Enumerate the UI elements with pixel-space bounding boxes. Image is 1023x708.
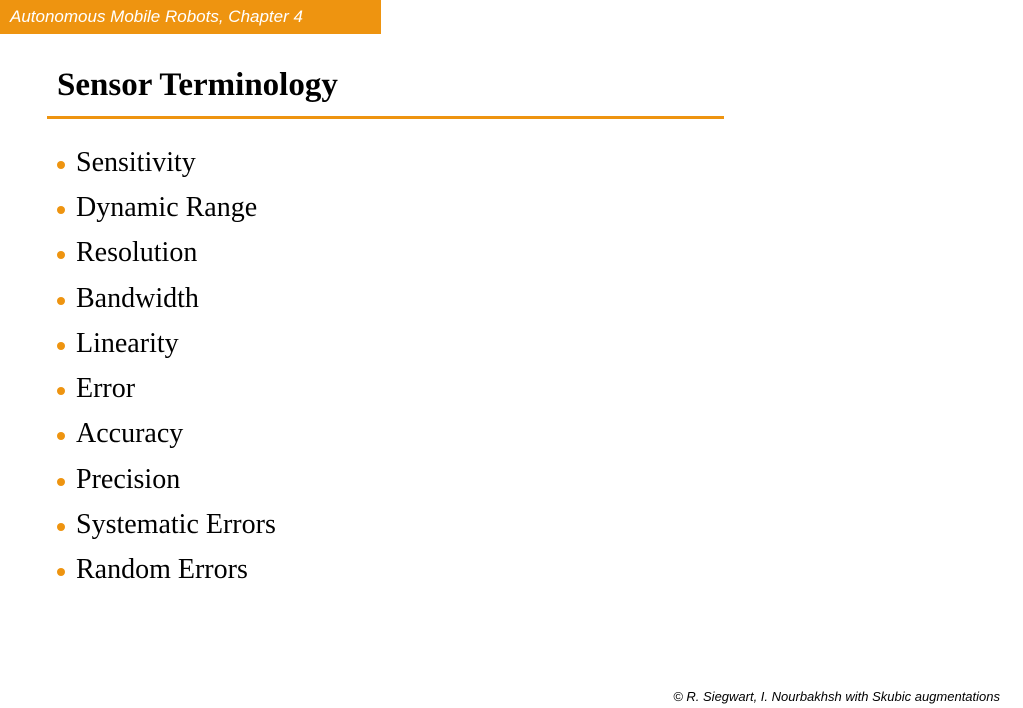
bullet-dot-icon — [57, 478, 65, 486]
bullet-item-precision — [57, 457, 276, 502]
bullet-dot-icon — [57, 568, 65, 576]
title-underline — [47, 116, 724, 119]
bullet-item-linearity — [57, 321, 276, 366]
bullet-label: Dynamic Range — [76, 191, 258, 223]
bullet-dot-icon — [57, 523, 65, 531]
bullet-item-bandwidth — [57, 276, 276, 321]
bullet-dot-icon — [57, 297, 65, 305]
bullet-item-sensitivity — [57, 140, 276, 185]
bullet-label: Linearity — [76, 327, 179, 359]
chapter-header — [0, 0, 381, 34]
bullet-label: Accuracy — [76, 418, 184, 450]
bullet-dot-icon — [57, 432, 65, 440]
slide-title: Sensor Terminology — [57, 67, 338, 103]
bullet-label: Random Errors — [76, 554, 248, 586]
bullet-label: Error — [76, 373, 136, 405]
bullet-item-resolution — [57, 231, 276, 276]
bullet-label: Resolution — [76, 237, 198, 269]
bullet-label: Sensitivity — [76, 146, 196, 178]
bullet-item-random-errors — [57, 548, 276, 593]
bullet-dot-icon — [57, 206, 65, 214]
bullet-dot-icon — [57, 251, 65, 259]
bullet-label: Bandwidth — [76, 282, 199, 314]
bullet-item-accuracy — [57, 412, 276, 457]
bullet-item-dynamic-range — [57, 185, 276, 230]
bullet-item-error — [57, 366, 276, 411]
bullet-list — [57, 140, 276, 593]
bullet-item-systematic-errors — [57, 502, 276, 547]
bullet-dot-icon — [57, 342, 65, 350]
bullet-label: Precision — [76, 463, 181, 495]
bullet-label: Systematic Errors — [76, 509, 276, 541]
bullet-dot-icon — [57, 387, 65, 395]
bullet-dot-icon — [57, 161, 65, 169]
copyright-footer: © R. Siegwart, I. Nourbakhsh with Skubic augmentations — [673, 689, 1000, 704]
chapter-label: Autonomous Mobile Robots, Chapter 4 — [10, 7, 303, 26]
